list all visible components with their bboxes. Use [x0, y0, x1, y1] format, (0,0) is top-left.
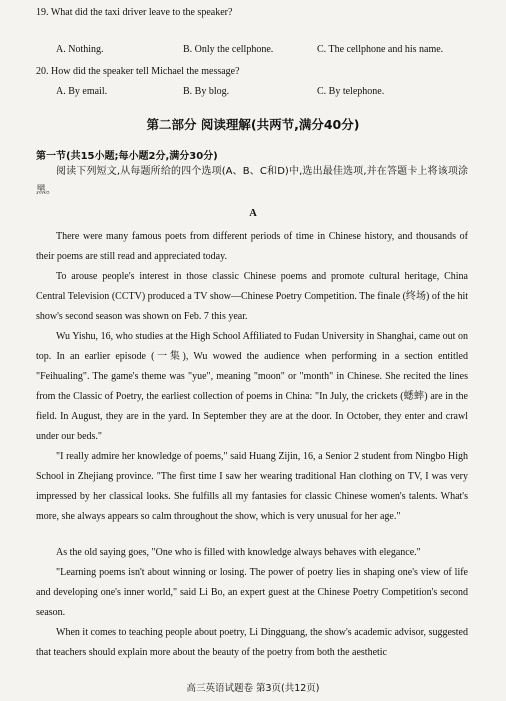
paragraph-6: "Learning poems isn't about winning or losing. The power of poetry lies in shaping one's view of life and developing one's inner world," said Li Bo, an expert guest at the Chinese Poetry Competition's second season.	[36, 567, 468, 618]
page-footer: 高三英语试题卷 第3页(共12页)	[186, 683, 320, 694]
q19-option-b: B. Only the cellphone.	[183, 44, 274, 55]
part-two-title: 第二部分 阅读理解(共两节,满分40分)	[146, 117, 360, 132]
q19-option-c: C. The cellphone and his name.	[317, 44, 444, 55]
instructions: 阅读下列短文,从每题所给的四个选项(A、B、C和D)中,选出最佳选项,并在答题卡上将该项涂黑。	[36, 166, 468, 196]
q20-stem: 20. How did the speaker tell Michael the message?	[36, 66, 240, 77]
q20-option-a: A. By email.	[56, 86, 108, 97]
passage-label: A	[249, 208, 257, 219]
paragraph-1: There were many famous poets from different periods of time in Chinese history, and thousands of their poems are still read and appreciated today.	[36, 231, 468, 262]
paragraph-5: As the old saying goes, "One who is filled with knowledge always behaves with elegance."	[56, 547, 421, 558]
paragraph-7: When it comes to teaching people about poetry, Li Dingguang, the show's academic advisor, suggested that teachers should explain more about the beauty of the poetry from both the aesthetic	[36, 627, 468, 658]
q19-stem: 19. What did the taxi driver leave to the speaker?	[36, 7, 233, 18]
q20-option-b: B. By blog.	[183, 86, 230, 97]
paragraph-3: Wu Yishu, 16, who studies at the High School Affiliated to Fudan University in Shanghai, came out on top. In an earlier episode (一集), Wu wowed the audience when performing in a section entitled "Feihualing". The game's theme was "yue", meaning "moon" or "month" in Chinese. She recited the lines from the Classic of Poetry, the earliest collection of poems in China: "In July, the crickets (蟋蟀) are in the field. In August, they are in the yard. In September they are at the door. In October, they enter and crawl under our beds."	[36, 331, 468, 442]
paragraph-4: "I really admire her knowledge of poems," said Huang Zijin, 16, a Senior 2 student from Ningbo High School in Zhejiang province. "The first time I saw her wearing traditional Han clothing on TV, I was very impressed by her classical looks. She fulfills all my fantasies for classic Chinese women's talents. What's more, she always appears so calm throughout the show, which is very unusual for her age."	[36, 451, 468, 522]
q19-option-a: A. Nothing.	[56, 44, 104, 55]
section-one-title: 第一节(共15小题;每小题2分,满分30分)	[36, 151, 218, 162]
q20-option-c: C. By telephone.	[317, 86, 385, 97]
paragraph-2: To arouse people's interest in those classic Chinese poems and promote cultural heritage, China Central Television (CCTV) produced a TV show—Chinese Poetry Competition. The finale (终场) of the hit show's second season was shown on Feb. 7 this year.	[36, 271, 468, 322]
